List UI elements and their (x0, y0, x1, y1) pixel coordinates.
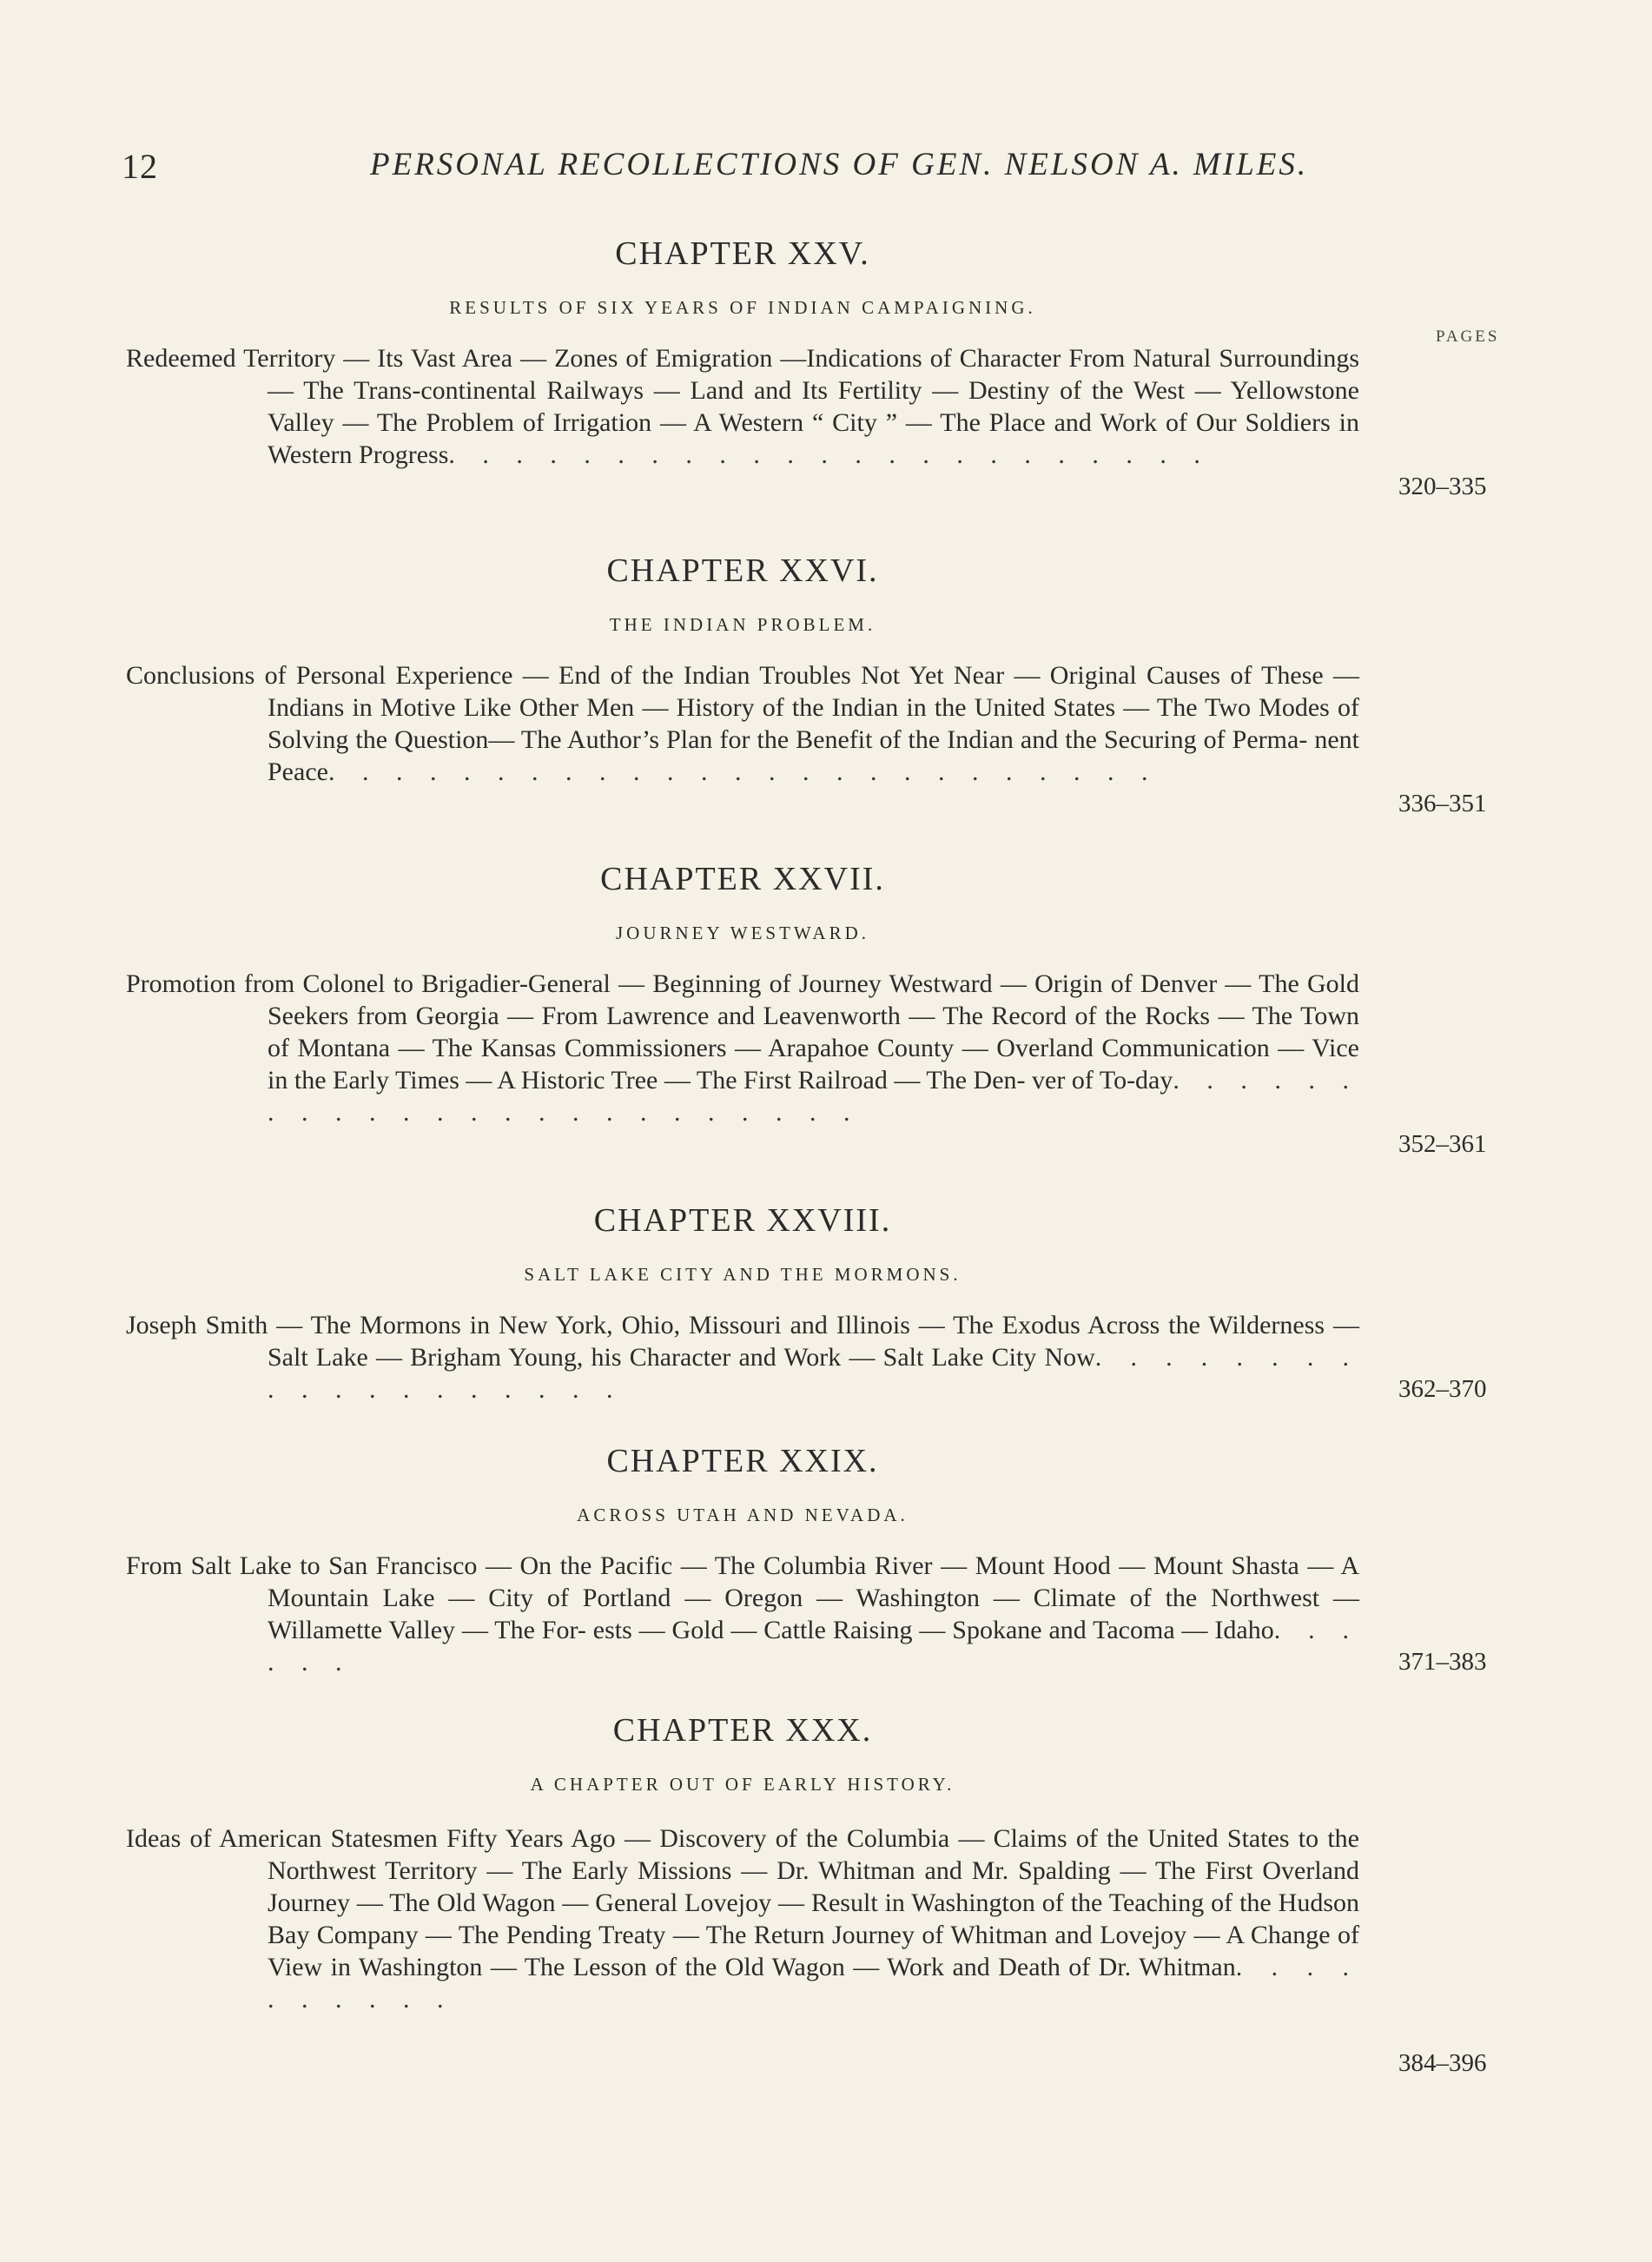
chapter-summary-text: Conclusions of Personal Experience — End of the Indian Troubles Not Yet Near — Original Causes of These —Indians in Motive Like Other Men — History of the Indian in the United States — The Two Modes of Solving the Question— The Author’s Plan for the Benefit of the Indian and the Securing of Perma- nent Peace (126, 661, 1359, 786)
chapter-pages: 352–361 (1398, 1130, 1487, 1158)
chapter-subtitle: THE INDIAN PROBLEM. (609, 614, 876, 635)
chapter-pages: 320–335 (1398, 473, 1487, 500)
chapter-title: CHAPTER XXVIII. (593, 1202, 892, 1239)
chapter-subtitle: A CHAPTER OUT OF EARLY HISTORY. (530, 1774, 955, 1795)
chapter-summary: Promotion from Colonel to Brigadier-General — Beginning of Journey Westward — Origin of Denver — The Gold Seekers from Georgia — From Lawrence and Leavenworth — The Record of the Rocks — The Town of Montana — The Kansas Commissioners — Arapahoe County — Overland Communication — Vice in the Early Times — A Historic Tree — The First Railroad — The Den- ver of To-day. . . . . . . . . . . . . . . . . . . . . . . . (126, 969, 1359, 1127)
chapter-pages: 371–383 (1398, 1648, 1487, 1676)
chapter-subtitle: JOURNEY WESTWARD. (616, 923, 869, 943)
chapter-summary: Joseph Smith — The Mormons in New York, Ohio, Missouri and Illinois — The Exodus Across the Wilderness — Salt Lake — Brigham Young, his Character and Work — Salt Lake City Now. . . . . . . . . . . . . . . . . . . (126, 1311, 1359, 1404)
chapter-summary: From Salt Lake to San Francisco — On the Pacific — The Columbia River — Mount Hood — Mount Shasta — A Mountain Lake — City of Portland — Oregon — Washington — Climate of the Northwest — Willamette Valley — The For- ests — Gold — Cattle Raising — Spokane and Tacoma — Idaho. . . . . . (126, 1551, 1360, 1677)
chapter-pages: 362–370 (1398, 1375, 1487, 1403)
running-head (122, 146, 1320, 189)
chapter-title: CHAPTER XXIX. (606, 1443, 879, 1479)
chapter-subtitle: RESULTS OF SIX YEARS OF INDIAN CAMPAIGNING. (449, 297, 1036, 318)
chapter-subtitle: ACROSS UTAH AND NEVADA. (577, 1505, 909, 1525)
chapter-title: CHAPTER XXVI. (606, 552, 879, 589)
chapter-summary-text: Promotion from Colonel to Brigadier-General — Beginning of Journey Westward — Origin of Denver — The Gold Seekers from Georgia — From Lawrence and Leavenworth — The Record of the Rocks — The Town of Montana — The Kansas Commissioners — Arapahoe County — Overland Communication — Vice in the Early Times — A Historic Tree — The First Railroad — The Den- ver of To-day (126, 969, 1359, 1095)
chapter-summary-text: Ideas of American Statesmen Fifty Years Ago — Discovery of the Columbia — Claims of the United States to the Northwest Territory — The Early Missions — Dr. Whitman and Mr. Spalding — The First Overland Journey — The Old Wagon — General Lovejoy — Result in Washington of the Teaching of the Hudson Bay Company — The Pending Treaty — The Return Journey of Whitman and Lovejoy — A Change of View in Washington — The Lesson of the Old Wagon — Work and Death of Dr. Whitman (126, 1824, 1359, 1981)
page-number: 12 (122, 147, 158, 186)
chapter-pages: 384–396 (1398, 2049, 1487, 2077)
chapter-summary: Ideas of American Statesmen Fifty Years Ago — Discovery of the Columbia — Claims of the United States to the Northwest Territory — The Early Missions — Dr. Whitman and Mr. Spalding — The First Overland Journey — The Old Wagon — General Lovejoy — Result in Washington of the Teaching of the Hudson Bay Company — The Pending Treaty — The Return Journey of Whitman and Lovejoy — A Change of View in Washington — The Lesson of the Old Wagon — Work and Death of Dr. Whitman. . . . . . . . . . (126, 1824, 1360, 2014)
chapter-summary-text: Redeemed Territory — Its Vast Area — Zones of Emigration —Indications of Character From Natural Surroundings — The Trans-continental Railways — Land and Its Fertility — Destiny of the West — Yellowstone Valley — The Problem of Irrigation — A Western “ City ” — The Place and Work of Our Soldiers in Western Progress (126, 344, 1359, 469)
pages-column-label: PAGES (1436, 327, 1500, 346)
chapter-summary-text: Joseph Smith — The Mormons in New York, Ohio, Missouri and Illinois — The Exodus Across the Wilderness — Salt Lake — Brigham Young, his Character and Work — Salt Lake City Now (126, 1311, 1359, 1372)
chapter-summary: Conclusions of Personal Experience — End of the Indian Troubles Not Yet Near — Original Causes of These —Indians in Motive Like Other Men — History of the Indian in the United States — The Two Modes of Solving the Question— The Author’s Plan for the Benefit of the Indian and the Securing of Perma- nent Peace. . . . . . . . . . . . . . . . . . . . . . . . . (126, 661, 1359, 786)
chapter-title: CHAPTER XXX. (612, 1712, 873, 1749)
chapter-title: CHAPTER XXVII. (600, 861, 885, 897)
chapter-pages: 336–351 (1398, 790, 1487, 817)
running-title: PERSONAL RECOLLECTIONS OF GEN. NELSON A. MILES. (370, 147, 1309, 182)
chapter-subtitle: SALT LAKE CITY AND THE MORMONS. (524, 1264, 961, 1285)
chapter-title: CHAPTER XXV. (615, 235, 870, 272)
chapter-summary-text: From Salt Lake to San Francisco — On the Pacific — The Columbia River — Mount Hood — Mount Shasta — A Mountain Lake — City of Portland — Oregon — Washington — Climate of the Northwest — Willamette Valley — The For- ests — Gold — Cattle Raising — Spokane and Tacoma — Idaho (126, 1551, 1359, 1644)
chapter-summary: Redeemed Territory — Its Vast Area — Zones of Emigration —Indications of Character From Natural Surroundings — The Trans-continental Railways — Land and Its Fertility — Destiny of the West — Yellowstone Valley — The Problem of Irrigation — A Western “ City ” — The Place and Work of Our Soldiers in Western Progress. . . . . . . . . . . . . . . . . . . . . . . (126, 344, 1359, 469)
